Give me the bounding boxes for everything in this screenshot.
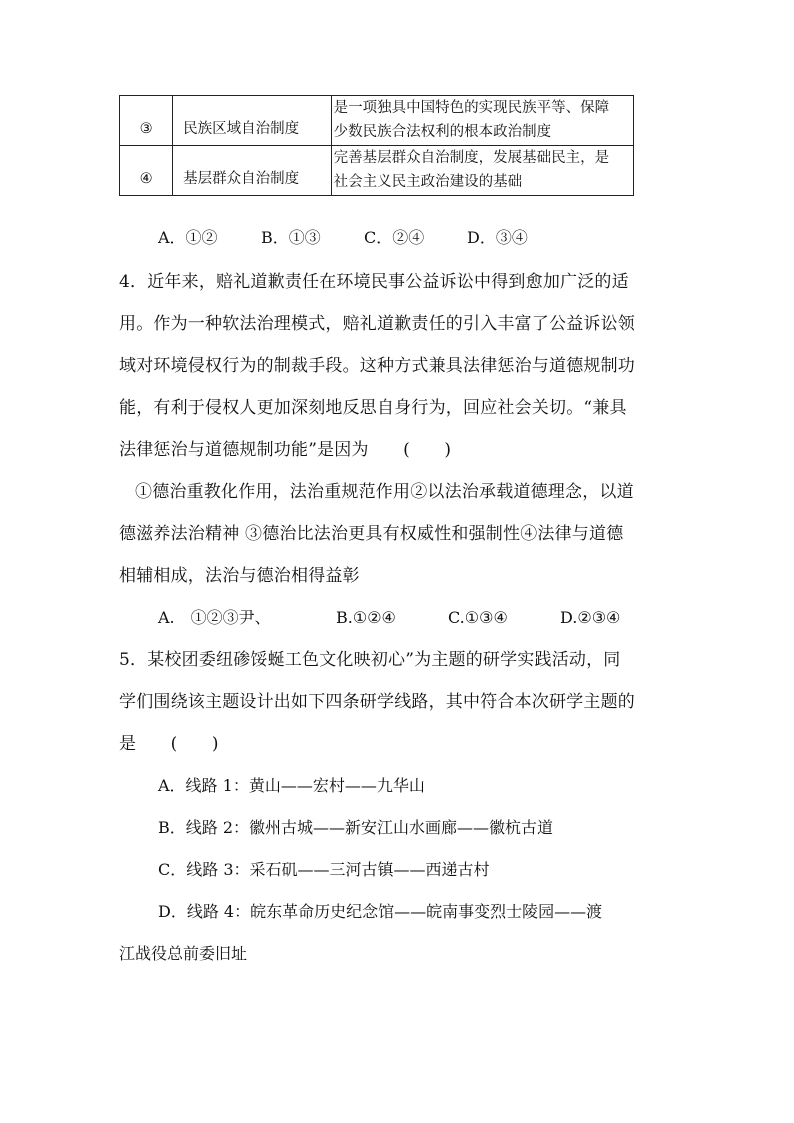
q5-option-d-continuation: 江战役总前委旧址	[119, 944, 248, 963]
system-description	[331, 96, 633, 146]
q3-option-a[interactable]: A．①②	[158, 228, 218, 247]
q4-stem-line: 用。作为一种软法治理模式，赔礼道歉责任的引入丰富了公益诉讼领	[119, 314, 635, 334]
q4-stem-line: 能，有利于侵权人更加深刻地反思自身行为，回应社会关切。“兼具	[119, 398, 627, 418]
q4-option-a[interactable]: A. ①②③尹、	[158, 608, 271, 627]
q3-options	[158, 226, 528, 250]
system-name: 基层群众自治制度	[173, 146, 332, 196]
q5-option-a[interactable]: A．线路 1：黄山——宏村——九华山	[158, 776, 425, 795]
q3-option-b[interactable]: B．①③	[261, 228, 321, 247]
system-name: 民族区域自治制度	[173, 96, 332, 146]
q5-stem-line: 学们围绕该主题设计出如下四条研学线路，其中符合本次研学主题的	[119, 692, 635, 712]
q4-options	[158, 606, 620, 630]
q5-option-b[interactable]: B．线路 2：徽州古城——新安江山水画廊——徽杭古道	[158, 818, 554, 837]
q4-statement-line: ①德治重教化作用，法治重规范作用②以法治承载道德理念，以道	[135, 482, 634, 502]
q4-option-d[interactable]: D.②③④	[560, 608, 621, 627]
q5-option-c[interactable]: C．线路 3：采石矶——三河古镇——西递古村	[158, 860, 490, 879]
q4-statement-line: 相辅相成，法治与德治相得益彰	[119, 566, 360, 586]
description-line: 少数民族合法权利的根本政治制度	[333, 124, 552, 140]
q4-option-b[interactable]: B.①②④	[336, 608, 396, 627]
q4-stem-line: 域对环境侵权行为的制裁手段。这种方式兼具法律惩治与道德规制功	[119, 356, 635, 376]
system-description	[331, 146, 633, 196]
q4-statement-line: 德滋养法治精神 ③德治比法治更具有权威性和强制性④法律与道德	[119, 524, 624, 544]
q4-stem-line: 法律惩治与道德规制功能”是因为 ( )	[119, 440, 452, 460]
q4-option-c[interactable]: C.①③④	[448, 608, 508, 627]
row-number: ④	[120, 146, 173, 196]
description-line: 完善基层群众自治制度，发展基础民主，是	[333, 150, 610, 166]
q5-stem-line: 是 ( )	[119, 734, 219, 754]
q3-option-c[interactable]: C．②④	[364, 228, 425, 247]
row-number: ③	[120, 96, 173, 146]
table-row	[120, 146, 634, 196]
q4-stem-line: 4．近年来，赔礼道歉责任在环境民事公益诉讼中得到愈加广泛的适	[119, 272, 629, 292]
q5-stem-line: 5．某校团委纽碜馁蜒工色文化映初心”为主题的研学实践活动，同	[119, 650, 621, 670]
political-system-table	[119, 95, 634, 196]
description-line: 是一项独具中国特色的实现民族平等、保障	[333, 100, 610, 116]
q5-option-d[interactable]: D．线路 4：皖东革命历史纪念馆——皖南事变烈士陵园——渡	[158, 902, 603, 921]
table-row	[120, 96, 634, 146]
description-line: 社会主义民主政治建设的基础	[333, 174, 523, 190]
q3-option-d[interactable]: D．③④	[467, 228, 528, 247]
